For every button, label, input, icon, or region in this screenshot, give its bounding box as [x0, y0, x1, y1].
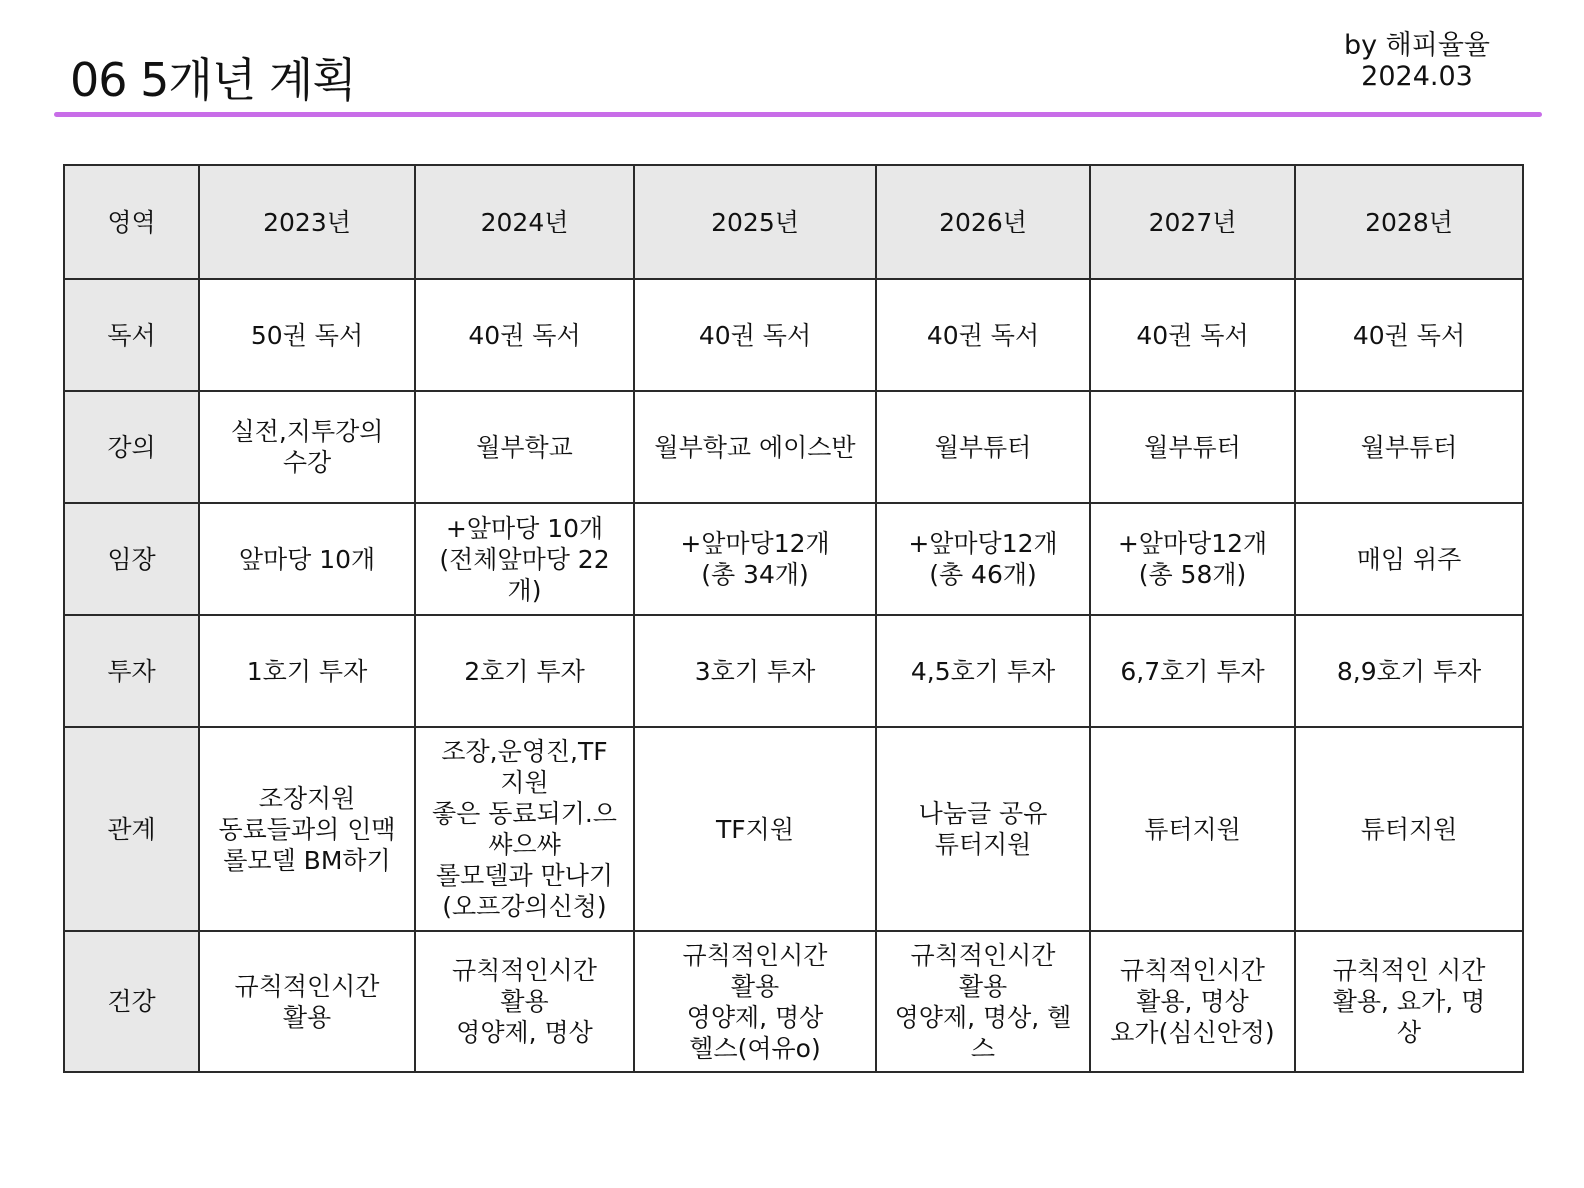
cell-text-line: 쌰으쌰 — [488, 830, 561, 859]
plan-cell-2024 — [415, 279, 634, 391]
cell-text-line: 롤모델 BM하기 — [223, 845, 391, 875]
cell-text-line: 헬스(여유o) — [689, 1033, 821, 1063]
plan-cell-2027 — [1090, 391, 1295, 503]
cell-text-line: 월부학교 — [476, 432, 573, 462]
column-header-2028: 2028년 — [1295, 165, 1523, 279]
cell-text-line: +앞마당12개 — [1117, 529, 1268, 558]
plan-cell-2025 — [634, 279, 876, 391]
cell-text-line: (오프강의신청) — [442, 892, 607, 921]
plan-cell-2028 — [1295, 931, 1523, 1072]
cell-text-line: 40권 독서 — [468, 320, 581, 350]
cell-text-line: 상 — [1396, 1018, 1422, 1047]
cell-text-line: (전체앞마당 22 — [439, 544, 610, 574]
document-date: 2024.03 — [1361, 61, 1473, 92]
plan-cell-2028 — [1295, 503, 1523, 615]
cell-text-line: 1호기 투자 — [246, 656, 368, 686]
plan-cell-2025 — [634, 391, 876, 503]
row-header-area: 관계 — [64, 727, 199, 931]
cell-text-line: 활용 — [282, 1002, 332, 1032]
plan-cell-2024 — [415, 503, 634, 615]
plan-cell-2025 — [634, 615, 876, 727]
cell-text-line: 월부학교 에이스반 — [654, 432, 856, 462]
cell-text-line: 매임 위주 — [1356, 544, 1462, 574]
cell-text-line: (총 34개) — [701, 560, 809, 589]
cell-text-line: (총 58개) — [1138, 560, 1247, 589]
cell-text-line: +앞마당12개 — [908, 529, 1058, 558]
cell-text-line: +앞마당12개 — [680, 529, 830, 558]
cell-text-line: 월부튜터 — [934, 432, 1032, 462]
cell-text-line: 튜터지원 — [934, 830, 1032, 859]
column-header-2026: 2026년 — [876, 165, 1090, 279]
cell-text-line: 6,7호기 투자 — [1120, 656, 1265, 686]
plan-cell-2026 — [876, 503, 1090, 615]
cell-text-line: 월부튜터 — [1360, 432, 1458, 462]
five-year-plan-table — [63, 164, 1524, 1073]
cell-text-line: (총 46개) — [929, 560, 1037, 589]
cell-text-line: 요가(심신안정) — [1110, 1018, 1275, 1047]
column-header-2024: 2024년 — [415, 165, 634, 279]
cell-text-line: 규칙적인시간 — [452, 956, 597, 985]
plan-cell-2027 — [1090, 727, 1295, 931]
author-block — [1344, 30, 1490, 92]
column-header-area: 영역 — [64, 165, 199, 279]
cell-text-line: 활용 — [958, 971, 1008, 1001]
cell-text-line: 조장,운영진,TF — [441, 737, 608, 766]
row-header-area: 건강 — [64, 931, 199, 1072]
cell-text-line: 규칙적인시간 — [682, 940, 828, 970]
column-header-2023: 2023년 — [199, 165, 415, 279]
cell-text-line: 활용, 요가, 명 — [1332, 987, 1486, 1016]
cell-text-line: 2호기 투자 — [464, 656, 585, 686]
cell-text-line: 튜터지원 — [1144, 814, 1241, 844]
plan-cell-2023 — [199, 279, 415, 391]
cell-text-line: 40권 독서 — [926, 320, 1040, 350]
plan-cell-2027 — [1090, 931, 1295, 1072]
cell-text-line: 영양제, 명상, 헬 — [894, 1002, 1072, 1032]
cell-text-line: 3호기 투자 — [694, 656, 816, 686]
plan-cell-2026 — [876, 931, 1090, 1072]
title-divider — [54, 112, 1542, 117]
cell-text-line: 조장지원 — [258, 783, 356, 813]
cell-text-line: 40권 독서 — [698, 320, 812, 350]
cell-text-line: 영양제, 명상 — [686, 1002, 824, 1032]
plan-cell-2027 — [1090, 615, 1295, 727]
table-row — [64, 503, 1523, 615]
cell-text-line: 영양제, 명상 — [456, 1018, 593, 1047]
plan-cell-2028 — [1295, 279, 1523, 391]
plan-cell-2023 — [199, 503, 415, 615]
plan-cell-2026 — [876, 727, 1090, 931]
row-header-area: 독서 — [64, 279, 199, 391]
table-row — [64, 727, 1523, 931]
table-row — [64, 615, 1523, 727]
column-header-2027: 2027년 — [1090, 165, 1295, 279]
plan-cell-2028 — [1295, 727, 1523, 931]
row-header-area: 강의 — [64, 391, 199, 503]
cell-text-line: 규칙적인시간 — [910, 940, 1056, 970]
plan-cell-2025 — [634, 503, 876, 615]
plan-cell-2024 — [415, 727, 634, 931]
cell-text-line: 규칙적인시간 — [234, 971, 380, 1001]
plan-cell-2023 — [199, 615, 415, 727]
cell-text-line: 롤모델과 만나기 — [436, 861, 613, 890]
cell-text-line: 스 — [970, 1033, 996, 1063]
plan-cell-2027 — [1090, 279, 1295, 391]
cell-text-line: +앞마당 10개 — [445, 513, 604, 543]
cell-text-line: 수강 — [282, 448, 332, 477]
page-title: 06 5개년 계획 — [70, 53, 356, 107]
table-row — [64, 279, 1523, 391]
cell-text-line: 좋은 동료되기.으 — [432, 799, 617, 828]
plan-cell-2023 — [199, 391, 415, 503]
cell-text-line: 앞마당 10개 — [238, 544, 376, 574]
table-header-row — [64, 165, 1523, 279]
cell-text-line: 50권 독서 — [250, 320, 364, 350]
cell-text-line: 8,9호기 투자 — [1336, 656, 1482, 686]
cell-text-line: 개) — [507, 575, 542, 605]
table-body — [64, 279, 1523, 1072]
cell-text-line: 월부튜터 — [1144, 432, 1241, 462]
plan-cell-2026 — [876, 615, 1090, 727]
plan-cell-2023 — [199, 727, 415, 931]
cell-text-line: 나눔글 공유 — [918, 799, 1048, 828]
cell-text-line: 지원 — [500, 768, 549, 797]
plan-cell-2028 — [1295, 391, 1523, 503]
plan-cell-2024 — [415, 391, 634, 503]
cell-text-line: 실전,지투강의 — [230, 417, 384, 446]
author-name: by 해피율율 — [1343, 30, 1490, 61]
cell-text-line: 튜터지원 — [1360, 814, 1458, 844]
plan-cell-2024 — [415, 615, 634, 727]
plan-cell-2028 — [1295, 615, 1523, 727]
column-header-2025: 2025년 — [634, 165, 876, 279]
cell-text-line: 규칙적인 시간 — [1332, 956, 1486, 985]
plan-cell-2023 — [199, 931, 415, 1072]
cell-text-line: 동료들과의 인맥 — [218, 814, 396, 844]
cell-text-line: TF지원 — [716, 814, 794, 844]
table-row — [64, 391, 1523, 503]
plan-cell-2026 — [876, 391, 1090, 503]
cell-text-line: 활용 — [730, 971, 780, 1001]
cell-text-line: 규칙적인시간 — [1120, 956, 1265, 985]
cell-text-line: 4,5호기 투자 — [910, 656, 1056, 686]
cell-text-line: 40권 독서 — [1352, 320, 1466, 350]
plan-cell-2027 — [1090, 503, 1295, 615]
row-header-area: 임장 — [64, 503, 199, 615]
plan-cell-2025 — [634, 931, 876, 1072]
cell-text-line: 활용, 명상 — [1136, 987, 1249, 1016]
table-row — [64, 931, 1523, 1072]
row-header-area: 투자 — [64, 615, 199, 727]
plan-cell-2026 — [876, 279, 1090, 391]
plan-cell-2025 — [634, 727, 876, 931]
cell-text-line: 활용 — [500, 987, 549, 1016]
cell-text-line: 40권 독서 — [1136, 320, 1249, 350]
plan-cell-2024 — [415, 931, 634, 1072]
